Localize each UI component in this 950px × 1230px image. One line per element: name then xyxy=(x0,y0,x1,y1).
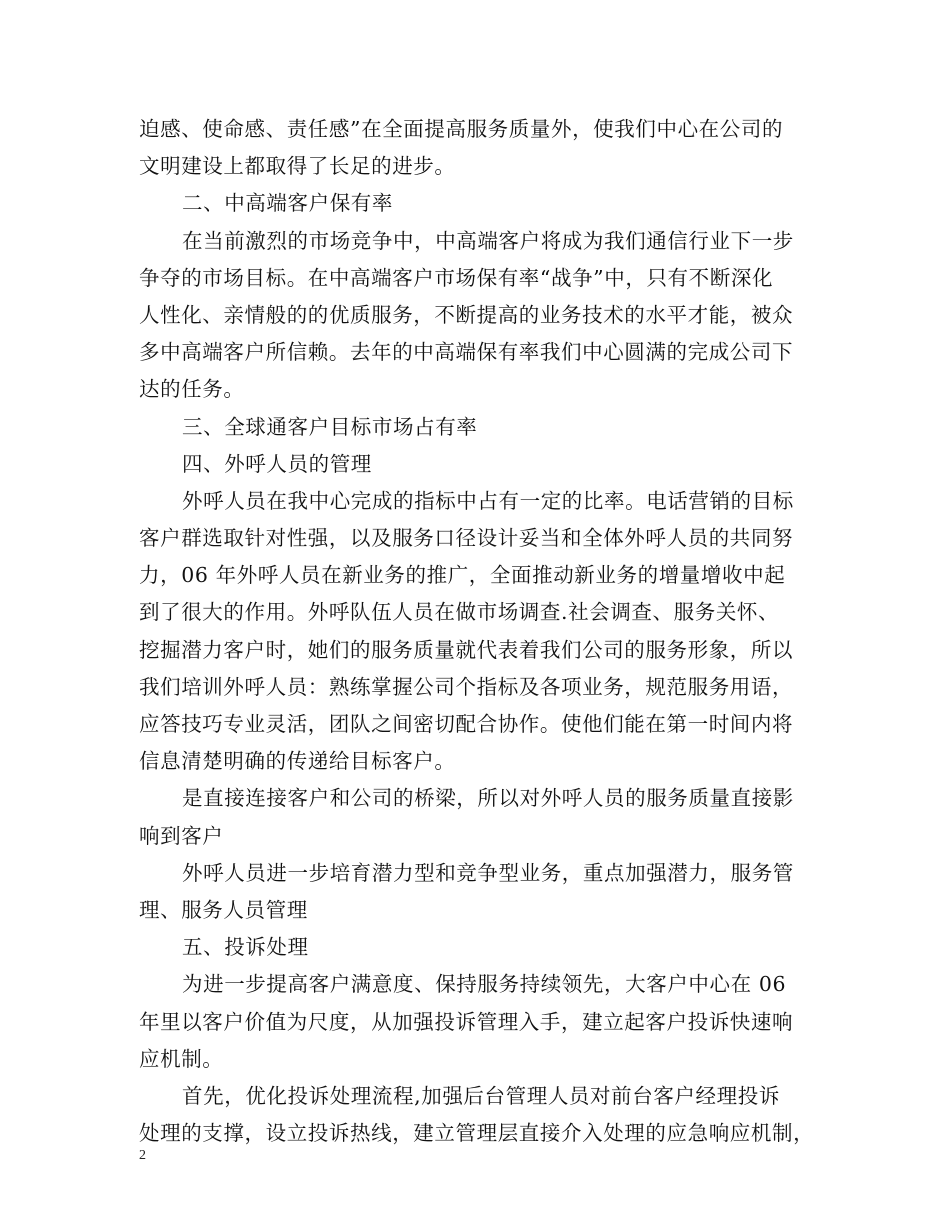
text-line: 首先，优化投诉处理流程,加强后台管理人员对前台客户经理投诉 xyxy=(182,1083,780,1108)
text-line: 响到客户 xyxy=(139,823,224,848)
text-line: 人性化、亲情般的的优质服务，不断提高的业务技术的水平才能，被众 xyxy=(139,302,794,327)
text-line: 应机制。 xyxy=(139,1046,224,1071)
text-line: 文明建设上都取得了长足的进步。 xyxy=(139,154,456,179)
document-body xyxy=(139,111,819,1152)
text-line: 达的任务。 xyxy=(139,377,245,402)
text-line: 我们培训外呼人员：熟练掌握公司个指标及各项业务，规范服务用语， xyxy=(139,674,794,699)
text-line: 信息清楚明确的传递给目标客户。 xyxy=(139,749,456,774)
text-line: 二、中高端客户保有率 xyxy=(182,191,393,216)
text-line: 在当前激烈的市场竞争中，中高端客户将成为我们通信行业下一步 xyxy=(182,228,794,253)
text-line: 外呼人员在我中心完成的指标中占有一定的比率。电话营销的目标 xyxy=(182,488,794,513)
text-line: 力，06 年外呼人员在新业务的推广，全面推动新业务的增量增收中起 xyxy=(139,563,786,588)
text-line: 争夺的市场目标。在中高端客户市场保有率“战争”中，只有不断深化 xyxy=(139,265,774,290)
text-line: 处理的支撑，设立投诉热线，建立管理层直接介入处理的应急响应机制， xyxy=(139,1121,815,1146)
text-line: 四、外呼人员的管理 xyxy=(182,451,372,476)
text-line: 五、投诉处理 xyxy=(182,935,309,960)
text-line: 挖掘潜力客户时，她们的服务质量就代表着我们公司的服务形象，所以 xyxy=(139,637,794,662)
text-line: 多中高端客户所信赖。去年的中高端保有率我们中心圆满的完成公司下 xyxy=(139,340,794,365)
text-line: 应答技巧专业灵活，团队之间密切配合协作。使他们能在第一时间内将 xyxy=(139,712,794,736)
text-line: 到了很大的作用。外呼队伍人员在做市场调查.社会调查、服务关怀、 xyxy=(139,600,780,625)
text-line: 迫感、使命感、责任感”在全面提高服务质量外，使我们中心在公司的 xyxy=(139,117,784,141)
text-line: 客户群选取针对性强，以及服务口径设计妥当和全体外呼人员的共同努 xyxy=(139,526,794,551)
page-number: 2 xyxy=(139,1148,146,1163)
text-line: 三、全球通客户目标市场占有率 xyxy=(182,414,478,439)
text-line: 是直接连接客户和公司的桥梁，所以对外呼人员的服务质量直接影 xyxy=(182,786,794,811)
text-line: 理、服务人员管理 xyxy=(139,897,308,922)
text-line: 外呼人员进一步培育潜力型和竞争型业务，重点加强潜力，服务管 xyxy=(182,860,794,885)
text-line: 年里以客户价值为尺度，从加强投诉管理入手，建立起客户投诉快速响 xyxy=(139,1009,794,1034)
text-line: 为进一步提高客户满意度、保持服务持续领先，大客户中心在 06 xyxy=(182,972,787,997)
